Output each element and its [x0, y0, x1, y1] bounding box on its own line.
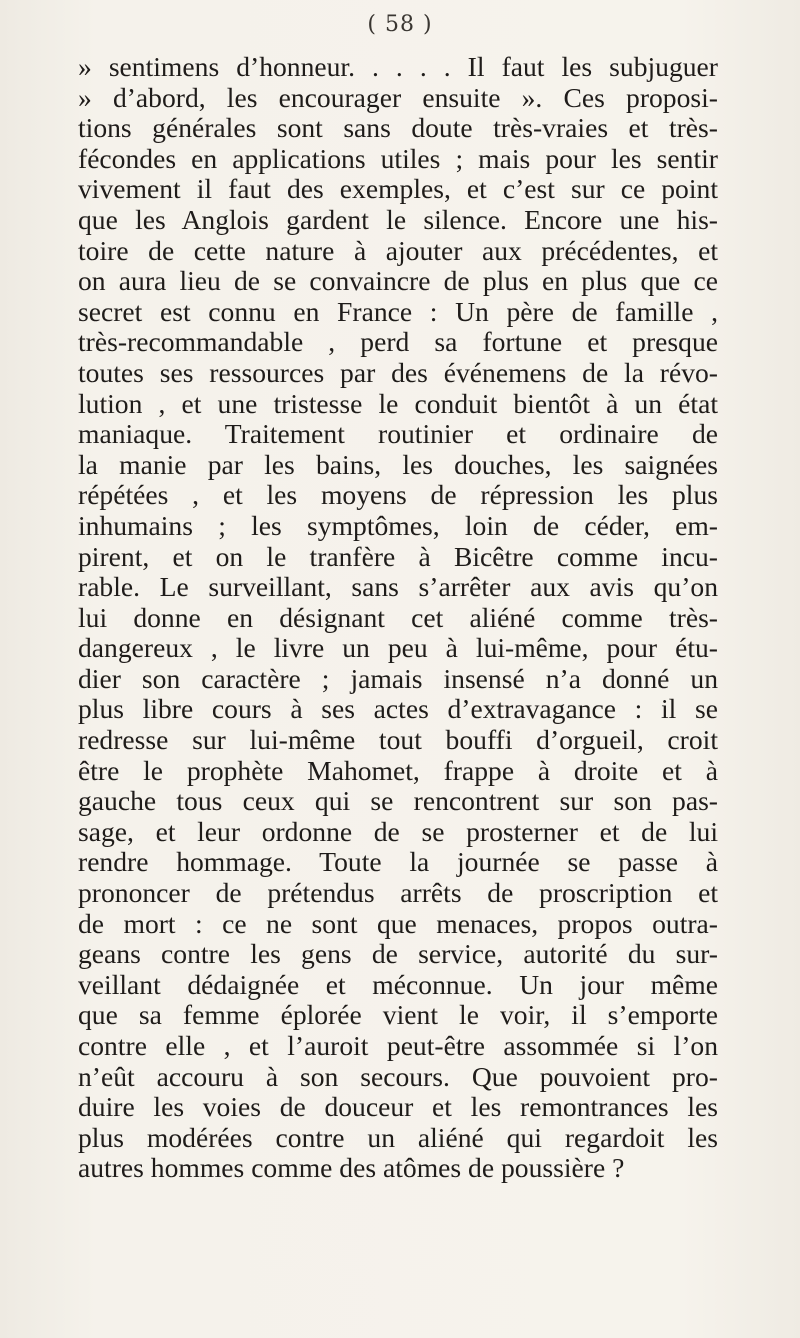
- text-line: rendre hommage. Toute la journée se passe à: [78, 846, 718, 878]
- text-line: geans contre les gens de service, autorité du sur-: [78, 938, 718, 970]
- text-line: on aura lieu de se convaincre de plus en plus que ce: [78, 265, 718, 297]
- text-line: contre elle , et l’auroit peut-être assommée si l’on: [78, 1030, 718, 1061]
- text-line: lui donne en désignant cet aliéné comme très-: [78, 601, 718, 633]
- text-line: tions générales sont sans doute très-vraies et très-: [78, 112, 718, 144]
- text-line: inhumains ; les symptômes, loin de céder, em-: [78, 509, 718, 541]
- body-text: [78, 52, 718, 1184]
- text-line: toutes ses ressources par des événemens de la révo-: [78, 356, 718, 388]
- text-line: » d’abord, les encourager ensuite ». Ces proposi-: [78, 81, 718, 113]
- page-number: ( 58 ): [367, 12, 433, 37]
- text-line: être le prophète Mahomet, frappe à droite et à: [78, 754, 718, 786]
- text-line: vivement il faut des exemples, et c’est sur ce point: [78, 173, 718, 205]
- text-line: de mort : ce ne sont que menaces, propos outra-: [78, 907, 718, 939]
- text-line: fécondes en applications utiles ; mais pour les sentir: [78, 142, 718, 174]
- text-line: sage, et leur ordonne de se prosterner et de lui: [78, 815, 718, 847]
- text-line: secret est connu en France : Un père de famille ,: [78, 295, 718, 327]
- text-line: rable. Le surveillant, sans s’arrêter aux avis qu’on: [78, 571, 718, 603]
- text-line: veillant dédaignée et méconnue. Un jour même: [78, 968, 718, 1000]
- text-line: la manie par les bains, les douches, les saignées: [78, 448, 718, 480]
- text-line: prononcer de prétendus arrêts de proscription et: [78, 877, 718, 909]
- text-line: dangereux , le livre un peu à lui-même, pour étu-: [78, 632, 718, 664]
- text-line: duire les voies de douceur et les remontrances les: [78, 1091, 718, 1123]
- text-line: » sentimens d’honneur. . . . . Il faut les subjuguer: [78, 51, 718, 82]
- text-line: que les Anglois gardent le silence. Encore une his-: [78, 203, 718, 235]
- text-line: très-recommandable , perd sa fortune et presque: [78, 326, 718, 358]
- text-line: lution , et une tristesse le conduit bientôt à un état: [78, 387, 718, 419]
- text-line: maniaque. Traitement routinier et ordinaire de: [78, 418, 718, 450]
- text-line: gauche tous ceux qui se rencontrent sur son pas-: [78, 785, 718, 817]
- text-line: plus modérées contre un aliéné qui regardoit les: [78, 1121, 718, 1153]
- text-line: toire de cette nature à ajouter aux précédentes, et: [78, 234, 718, 266]
- text-line: redresse sur lui-même tout bouffi d’orgueil, croit: [78, 724, 718, 756]
- text-line: pirent, et on le tranfère à Bicêtre comme incu-: [78, 540, 718, 572]
- text-line: n’eût accouru à son secours. Que pouvoient pro-: [78, 1060, 718, 1092]
- text-line: autres hommes comme des atômes de poussière ?: [78, 1152, 625, 1184]
- text-line: que sa femme éplorée vient le voir, il s’emporte: [78, 999, 718, 1031]
- text-line: répétées , et les moyens de répression les plus: [78, 479, 718, 511]
- text-line: plus libre cours à ses actes d’extravagance : il se: [78, 693, 718, 725]
- text-line: dier son caractère ; jamais insensé n’a donné un: [78, 662, 718, 694]
